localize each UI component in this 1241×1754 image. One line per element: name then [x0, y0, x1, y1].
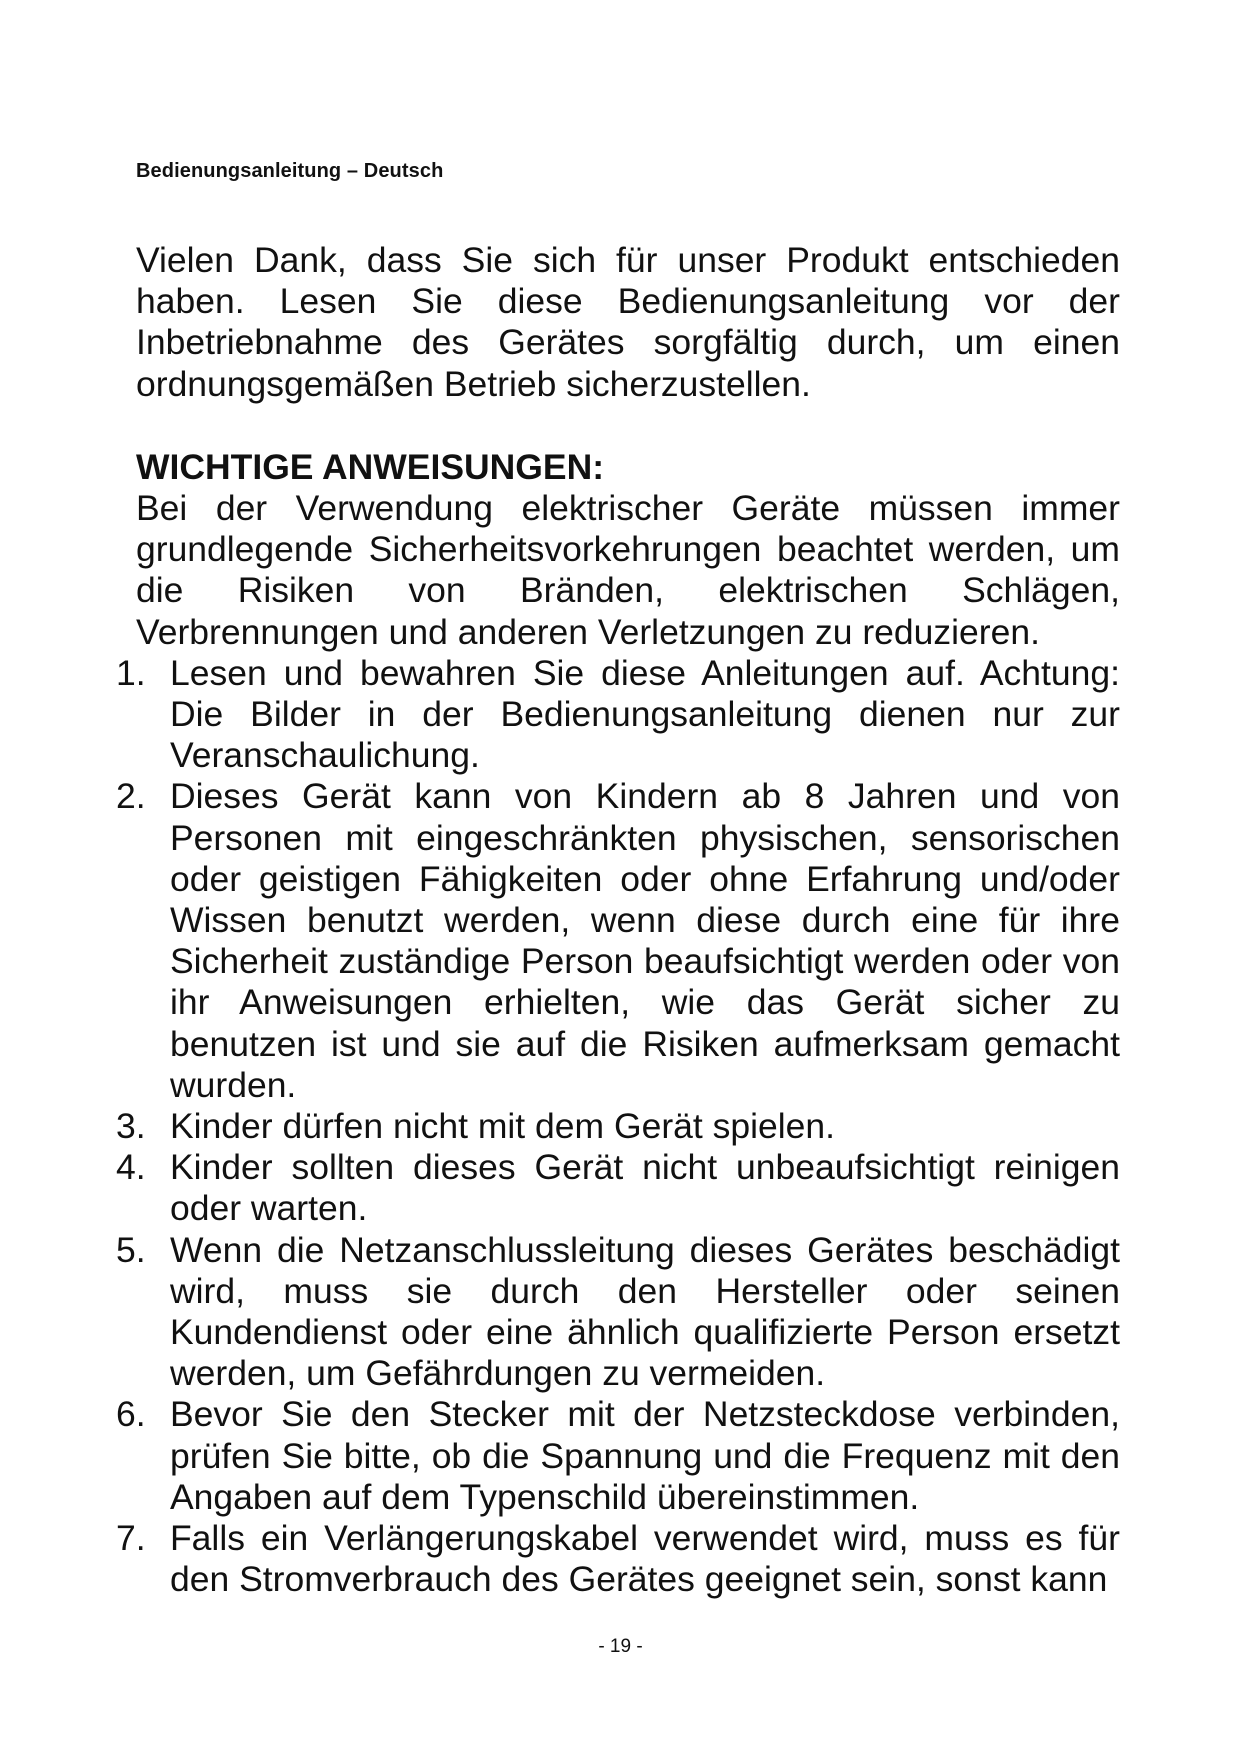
- page-header: Bedienungsanleitung – Deutsch: [136, 160, 444, 182]
- list-item: [116, 1518, 1120, 1600]
- list-item-number: 4.: [116, 1147, 146, 1188]
- list-item-text: Lesen und bewahren Sie diese Anleitungen auf. Achtung: Die Bilder in der Bedienungsanleitung dienen nur zur Veranschaulichung.: [170, 652, 1120, 776]
- list-item: [116, 1229, 1120, 1395]
- list-item: [116, 1394, 1120, 1518]
- intro-paragraph: Vielen Dank, dass Sie sich für unser Produkt entschieden haben. Lesen Sie diese Bedienungsanleitung vor der Inbetriebnahme des Gerätes sorgfältig durch, um einen ordnungsgemäßen Betrieb sicherzustellen.: [136, 240, 1120, 404]
- list-item: [116, 1106, 1120, 1147]
- list-item-number: 5.: [116, 1229, 146, 1270]
- list-item: [116, 776, 1120, 1106]
- list-item-number: 2.: [116, 776, 146, 817]
- list-item-number: 1.: [116, 652, 146, 693]
- list-item-number: 3.: [116, 1106, 146, 1147]
- instructions-list: [116, 652, 1120, 1601]
- list-item-text: Falls ein Verlängerungskabel verwendet wird, muss es für den Stromverbrauch des Gerätes geeignet sein, sonst kann: [170, 1518, 1120, 1600]
- page-number: - 19 -: [598, 1636, 643, 1657]
- list-item: [116, 1147, 1120, 1229]
- list-item-text: Kinder sollten dieses Gerät nicht unbeaufsichtigt reinigen oder warten.: [170, 1147, 1120, 1229]
- list-item-text: Kinder dürfen nicht mit dem Gerät spielen.: [170, 1106, 835, 1147]
- list-item: [116, 652, 1120, 777]
- list-item-text: Bevor Sie den Stecker mit der Netzsteckdose verbinden, prüfen Sie bitte, ob die Spannung und die Frequenz mit den Angaben auf dem Typenschild übereinstimmen.: [170, 1394, 1120, 1517]
- document-body: [116, 240, 1120, 1601]
- list-item-text: Wenn die Netzanschlussleitung dieses Gerätes beschädigt wird, muss sie durch den Hersteller oder seinen Kundendienst oder eine ähnlich qualifizierte Person ersetzt werden, um Gefährdungen zu vermeiden.: [170, 1229, 1120, 1394]
- section-lead-paragraph: Bei der Verwendung elektrischer Geräte müssen immer grundlegende Sicherheitsvorkehrungen beachtet werden, um die Risiken von Bränden, elektrischen Schlägen, Verbrennungen und anderen Verletzungen zu reduzieren.: [136, 488, 1120, 652]
- list-item-number: 6.: [116, 1394, 146, 1435]
- list-item-text: Dieses Gerät kann von Kindern ab 8 Jahren und von Personen mit eingeschränkten physischen, sensorischen oder geistigen Fähigkeiten oder ohne Erfahrung und/oder Wissen benutzt werden, wenn diese durch eine für ihre Sicherheit zuständige Person beaufsichtigt werden oder von ihr Anweisungen erhielten, wie das Gerät sicher zu benutzen ist und sie auf die Risiken aufmerksam gemacht wurden.: [170, 776, 1120, 1105]
- list-item-number: 7.: [116, 1518, 146, 1559]
- section-heading: WICHTIGE ANWEISUNGEN:: [136, 446, 605, 487]
